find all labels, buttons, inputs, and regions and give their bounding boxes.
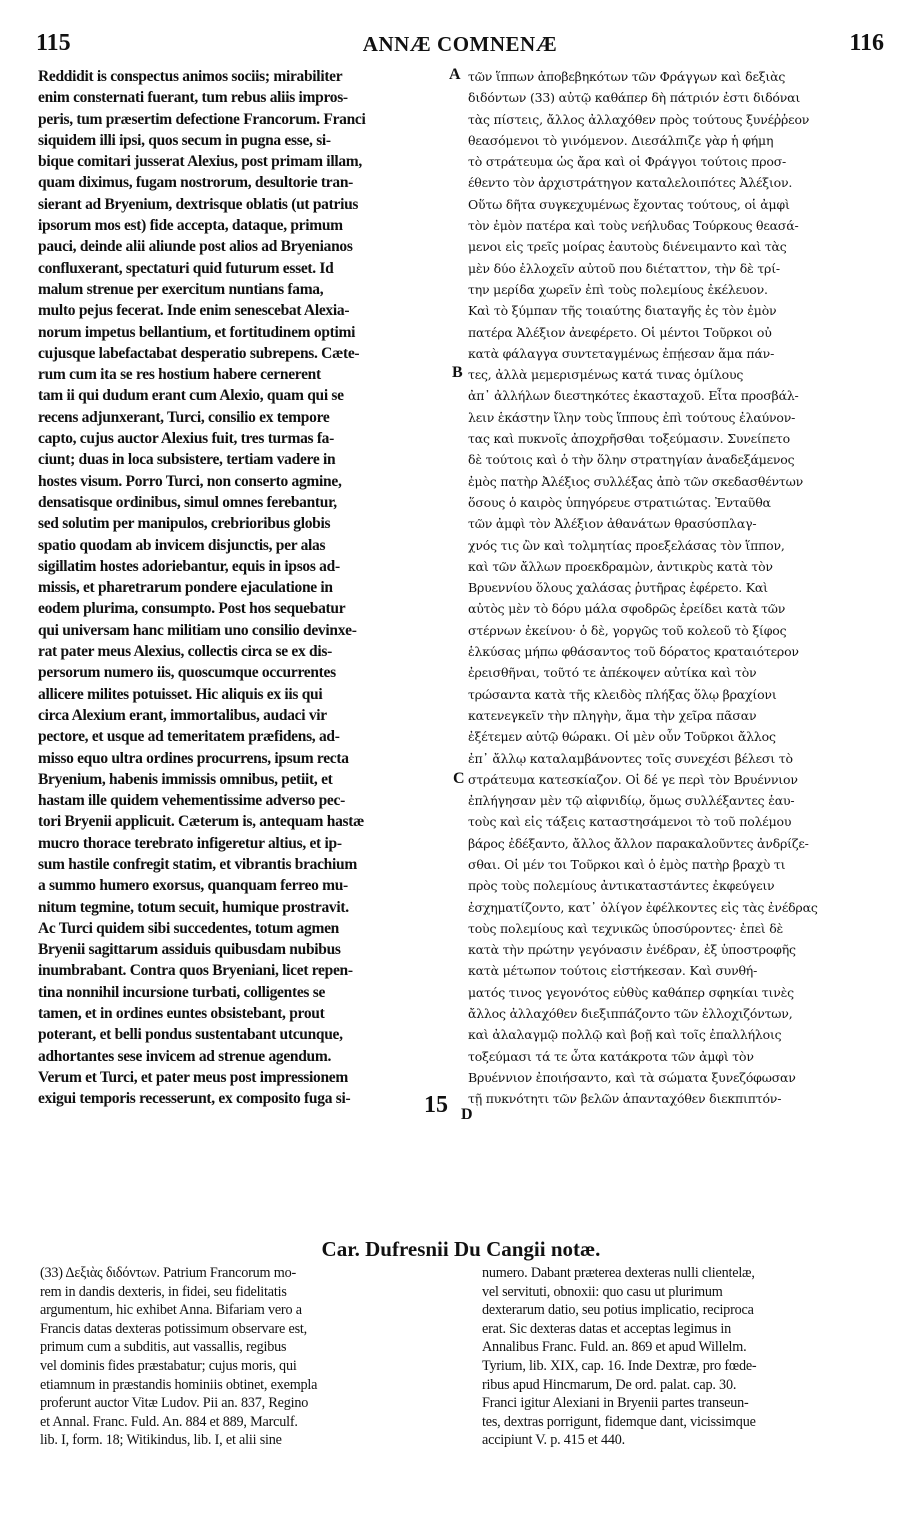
note-line: (33) Δεξιὰς διδόντων. Patrium Francorum mo- bbox=[40, 1265, 296, 1281]
latin-text-line: capto, cujus auctor Alexius fuit, tres turmas fa- bbox=[38, 430, 334, 448]
greek-text-line: μὲν δύο ἐλλοχεῖν αὐτοῦ που διέταττον, τὴν δὲ τρί- bbox=[468, 260, 780, 276]
latin-text-line: cujusque labefactabat desperatio subrepens. Cæte- bbox=[38, 344, 360, 362]
latin-text-line: tamen, et in ordines euntes obsistebant, prout bbox=[38, 1005, 325, 1023]
margin-marker-a: A bbox=[449, 66, 461, 83]
note-line: vel servituti, obnoxii: quo casu ut plurimum bbox=[482, 1283, 723, 1300]
greek-text-line: τὸ στράτευμα ὡς ἄρα καὶ οἱ Φράγγοι τούτοις προσ- bbox=[468, 154, 787, 170]
greek-text-line: ἑλκύσας μήπω φθάσαντος τοῦ δόρατος κραταιότερον bbox=[468, 644, 799, 660]
page-number-left: 115 bbox=[36, 30, 71, 56]
latin-text-line: missis, et pharetrarum pondere ejaculatione in bbox=[38, 579, 333, 597]
latin-text-line: persorum numero iis, quoscumque occurrentes bbox=[38, 664, 336, 682]
greek-text-line: διδόντων (33) αὐτῷ καθάπερ δὴ πάτριόν ἐστι διδόναι bbox=[468, 90, 801, 106]
greek-text-line: Καὶ τὸ ξύμπαν τῆς τοιαύτης διαταγῆς ἐς τὸν ἐμὸν bbox=[468, 303, 777, 319]
greek-text-line: θεασόμενοι τὸ γινόμενον. Διεσάλπιζε γὰρ ἡ φήμη bbox=[468, 132, 774, 148]
note-line: Francis datas dexteras potissimum observare est, bbox=[40, 1320, 307, 1337]
latin-text-line: nitum tegmine, totum secuit, humique prostravit. bbox=[38, 898, 349, 916]
latin-text-line: hostes visum. Porro Turci, non conserto agmine, bbox=[38, 472, 342, 490]
latin-text-line: tam ii qui dudum erant cum Alexio, quam qui se bbox=[38, 387, 344, 405]
note-line: rem in dandis dexteris, in fidei, seu fidelitatis bbox=[40, 1283, 287, 1300]
greek-text-line: ἐπλήγησαν μὲν τῷ αἰφνιδίῳ, ὅμως συλλέξαντες ἑαυ- bbox=[468, 793, 795, 809]
note-line: et Annal. Franc. Fuld. An. 884 et 889, Marculf. bbox=[40, 1413, 298, 1430]
latin-text-line: rat pater meus Alexius, collectis circa se ex dis- bbox=[38, 643, 332, 661]
note-line: Annalibus Franc. Fuld. an. 869 et apud Willelm. bbox=[482, 1339, 747, 1356]
greek-text-line: ἐξέτεμεν αὐτῷ θώρακι. Οἱ μὲν οὖν Τοῦρκοι ἄλλος bbox=[468, 729, 776, 745]
greek-text-line: τῇ πυκνότητι τῶν βελῶν ἁπανταχόθεν διεκπιπτόν- bbox=[468, 1091, 782, 1107]
greek-text-line: τῶν ἵππων ἀποβεβηκότων τῶν Φράγγων καὶ δεξιὰς bbox=[468, 69, 786, 84]
greek-text-line: πρὸς τοὺς πολεμίους ἀντικαταστάντες ἐκφεύγειν bbox=[468, 878, 775, 894]
greek-text-line: Βρυέννιον ἐποιήσαντο, καὶ τὰ σώματα ξυνεζόφωσαν bbox=[468, 1069, 796, 1085]
latin-text-line: allicere milites potuisset. Hic aliquis ex iis qui bbox=[38, 685, 323, 703]
latin-text-line: tina nonnihil incursione turbati, colligentes se bbox=[38, 983, 326, 1001]
note-line: vel dominis fides præstabatur; cujus moris, qui bbox=[40, 1357, 297, 1374]
greek-text-line: την μερίδα χωρεῖν ἐπὶ τοὺς πολεμίους ἐκέλευον. bbox=[468, 281, 768, 297]
note-line: argumentum, hic exhibet Anna. Bifariam vero a bbox=[40, 1302, 302, 1319]
latin-text-line: a summo humero exorsus, quanquam ferreo mu- bbox=[38, 877, 348, 895]
note-line: accipiunt V. p. 415 et 440. bbox=[482, 1432, 626, 1449]
greek-text-line: τῶν ἀμφὶ τὸν Ἀλέξιον ἀθανάτων θρασύσπλαγ- bbox=[468, 516, 757, 532]
latin-text-line: bique comitari jusserat Alexius, post primam illam, bbox=[38, 153, 362, 171]
note-line: erat. Sic dexteras datas et acceptas legimus in bbox=[482, 1320, 732, 1337]
greek-text-line: καὶ ἀλαλαγμῷ πολλῷ καὶ βοῇ καὶ τοῖς ἐπαλλήλοις bbox=[468, 1027, 782, 1043]
greek-text-line: χνός τις ὢν καὶ τολμητίας προεξελάσας τὸν ἵππον, bbox=[468, 537, 785, 553]
greek-text-line: ματός τινος γεγονότος εὐθὺς καθάπερ σφηκίαι τινὲς bbox=[468, 984, 794, 1000]
latin-text-line: spatio quodam ab invicem disjunctis, per alas bbox=[38, 536, 326, 554]
greek-text-line: τὰς πίστεις, ἄλλος ἀλλαχόθεν πρὸς τούτους ξυνέῤῥεον bbox=[468, 111, 810, 127]
note-line: lib. I, form. 18; Witikindus, lib. I, et alii sine bbox=[40, 1432, 282, 1449]
latin-text-line: mucro thorace terebrato infigeretur altius, et ip- bbox=[38, 834, 342, 852]
greek-text-line: ἐμὸς πατὴρ Ἀλέξιος συλλέξας ἀπὸ τῶν σκεδασθέντων bbox=[468, 473, 804, 489]
latin-text-line: ciunt; duas in loca subsistere, tertiam vadere in bbox=[38, 451, 336, 469]
latin-text-line: enim consternati fuerant, tum rebus aliis impros- bbox=[38, 89, 348, 107]
latin-text-line: poterant, et belli pondus sustentabant utcunque, bbox=[38, 1026, 343, 1044]
greek-text-line: τοξεύμασι τά τε ὦτα κατάκροτα τῶν ἀμφὶ τὸν bbox=[468, 1048, 754, 1064]
note-line: proferunt auctor Vitæ Ludov. Pii an. 837, Regino bbox=[40, 1395, 309, 1412]
page-header bbox=[36, 30, 884, 64]
note-line: dexterarum datio, seu potius implicatio, reciproca bbox=[482, 1302, 754, 1319]
latin-text-line: tori Bryenii applicuit. Cæterum is, antequam hastæ bbox=[38, 813, 365, 831]
marginal-page-number: 15 bbox=[424, 1092, 448, 1118]
greek-text-line: κατὰ τὴν πρώτην γεγόνασιν ἐνέδραν, ἐξ ὑποστροφῆς bbox=[468, 942, 796, 958]
latin-text-line: confluxerant, spectaturi quid futurum esset. Id bbox=[38, 259, 334, 277]
greek-text-line: ἐρεισθῆναι, τοῦτό τε ἀπέκοψεν αὐτίκα καὶ τὸν bbox=[468, 665, 757, 681]
greek-text-line: στράτευμα κατεσκίαζον. Οἱ δέ γε περὶ τὸν Βρυέννιον bbox=[468, 771, 798, 787]
latin-text-line: norum impetus bellantium, et fortitudinem optimi bbox=[38, 323, 356, 341]
latin-text-line: siquidem illi ipsi, quos secum in pugna esse, si- bbox=[38, 131, 331, 149]
greek-text-line: Βρυεννίου ὅλους χαλάσας ῥυτῆρας ἐφέρετο. Καὶ bbox=[468, 580, 768, 596]
running-title: ANNÆ COMNENÆ bbox=[362, 32, 558, 56]
note-line: etiamnum in præstandis hominiis obtinet, exempla bbox=[40, 1376, 318, 1393]
note-line: primum cum a subditis, aut vassallis, regibus bbox=[40, 1339, 287, 1356]
note-line: numero. Dabant præterea dexteras nulli clientelæ, bbox=[482, 1265, 755, 1281]
greek-text-line: λειν ἑκάστην ἴλην τοὺς ἵππους ἐπὶ τούτους ἐλαύνον- bbox=[468, 409, 796, 425]
latin-text-line: multo pejus fecerat. Inde enim senescebat Alexia- bbox=[38, 302, 350, 320]
notes-right-column bbox=[482, 1264, 894, 1450]
greek-text-line: κατὰ μέτωπον τούτοις εἰστήκεσαν. Καὶ συνθή- bbox=[468, 963, 758, 979]
greek-text-line: τοὺς πολεμίους καὶ τεχνικῶς ὑποσύροντες· ἐπεὶ δὲ bbox=[468, 920, 784, 936]
latin-text-line: Ac Turci quidem sibi succedentes, totum agmen bbox=[38, 919, 339, 937]
latin-text-line: misso equo ultra ordines procurrens, ipsum recta bbox=[38, 749, 349, 767]
greek-text-line: τὸν ἐμὸν πατέρα καὶ τοὺς νεήλυδας Τούρκους θεασά- bbox=[468, 218, 799, 234]
greek-text-line: ἐπ᾽ ἄλλῳ καταλαμβάνοντες τοῖς συνεχέσι βέλεσι τὸ bbox=[468, 750, 793, 766]
margin-marker-b: B bbox=[452, 364, 463, 381]
greek-text-line: βάρος ἐδέξαντο, ἄλλος ἄλλον παρακαλοῦντες ἀνδρίζε- bbox=[468, 835, 809, 851]
margin-marker-d: D bbox=[461, 1106, 473, 1123]
greek-text-line: ἀπ᾽ ἀλλήλων διεστηκότες ἑκασταχοῦ. Εἶτα προσβάλ- bbox=[468, 388, 799, 404]
page-number-right: 116 bbox=[849, 30, 884, 56]
latin-text-line: pauci, deinde alii aliunde post alios ad Bryenianos bbox=[38, 238, 353, 256]
latin-text-line: densatisque ordinibus, simul omnes ferebantur, bbox=[38, 493, 337, 511]
latin-text-line: rum cum ita se res hostium habere cernerent bbox=[38, 366, 321, 384]
notes-title: Car. Dufresnii Du Cangii notæ. bbox=[321, 1237, 601, 1261]
greek-text-line: τοὺς καὶ εἰς τάξεις καταστησάμενοι τὸ τοῦ πολέμου bbox=[468, 814, 792, 830]
latin-text-line: Bryenii sagittarum assiduis quibusdam nubibus bbox=[38, 941, 341, 959]
greek-text-line: ἐσχηματίζοντο, κατ᾽ ὀλίγον ἐφέλκοντες εἰς τὰς ἐνέδρας bbox=[468, 899, 818, 915]
greek-text-line: καὶ τῶν ἄλλων προεκδραμὼν, ἀντικρὺς κατὰ τὸν bbox=[468, 558, 773, 574]
greek-text-line: τες, ἀλλὰ μεμερισμένως κατά τινας ὁμίλους bbox=[468, 367, 744, 383]
margin-marker-c: C bbox=[453, 770, 465, 787]
greek-text-line: τρώσαντα κατὰ τῆς κλειδὸς πλήξας ὅλῳ βραχίονι bbox=[468, 686, 777, 702]
note-line: tes, dextras porrigunt, fidemque dant, vicissimque bbox=[482, 1413, 756, 1430]
latin-text-line: sum hastile confregit statim, et vibrantis brachium bbox=[38, 855, 357, 873]
latin-text-column bbox=[38, 66, 454, 1110]
latin-text-line: quam diximus, fugam nostrorum, desultorie tran- bbox=[38, 174, 354, 192]
latin-text-line: sed solutim per manipulos, crebrioribus globis bbox=[38, 515, 331, 533]
latin-text-line: sierant ad Bryenium, dextrisque oblatis (ut patrius bbox=[38, 195, 359, 213]
greek-text-line: κατὰ φάλαγγα συντεταγμένως ἐπῄεσαν ἅμα πάν- bbox=[468, 345, 775, 361]
greek-text-line: κατενεγκεῖν τὴν πληγὴν, ἅμα τὴν χεῖρα πᾶσαν bbox=[468, 707, 757, 723]
greek-text-line: έθεντο τὸν ἀρχιστράτηγον καταλελοιπότες Ἀλέξιον. bbox=[468, 175, 793, 191]
latin-text-line: exigui temporis recesserunt, ex composito fuga si- bbox=[38, 1090, 351, 1108]
latin-text-line: eodem plurima, consumpto. Post hos sequebatur bbox=[38, 600, 346, 618]
greek-text-line: τας καὶ πυκνοῖς ἀποχρῆσθαι τοξεύμασιν. Συνείπετο bbox=[468, 431, 790, 447]
latin-text-line: inumbrabant. Contra quos Bryeniani, licet repen- bbox=[38, 962, 353, 980]
greek-text-column bbox=[468, 66, 886, 1110]
greek-text-line: σθαι. Οἱ μέν τοι Τοῦρκοι καὶ ὁ ἐμὸς πατὴρ βραχὺ τι bbox=[468, 856, 786, 872]
greek-text-line: στέρνων ἐκείνου· ὁ δὲ, γοργῶς τοῦ κολεοῦ τὸ ξίφος bbox=[468, 622, 787, 638]
latin-text-line: Verum et Turci, et pater meus post impressionem bbox=[38, 1068, 348, 1086]
note-line: Tyrium, lib. XIX, cap. 16. Inde Dextræ, pro fœde- bbox=[482, 1357, 757, 1374]
latin-text-line: Bryenium, habenis immissis omnibus, petiit, et bbox=[38, 770, 333, 788]
latin-text-line: qui universam hanc militiam uno consilio devinxe- bbox=[38, 621, 357, 639]
latin-text-line: adhortantes sese invicem ad strenue agendum. bbox=[38, 1047, 332, 1065]
latin-text-line: recens adjunxerant, Turci, consilio ex tempore bbox=[38, 408, 330, 426]
latin-text-line: peris, tum præsertim defectione Francorum. Franci bbox=[38, 110, 366, 128]
greek-text-line: ὅσους ὁ καιρὸς ὑπηγόρευε στρατιώτας. Ἐνταῦθα bbox=[468, 494, 771, 510]
latin-text-line: ipsorum mos est) fide accepta, dataque, primum bbox=[38, 217, 343, 235]
latin-text-line: sigillatim hostes adoriebantur, equis in ipsos ad- bbox=[38, 557, 340, 575]
note-line: ribus apud Hincmarum, De ord. palat. cap. 30. bbox=[482, 1376, 737, 1393]
greek-text-line: μενοι εἰς τρεῖς μοίρας ἑαυτοὺς διένειμαντο καὶ τὰς bbox=[468, 239, 787, 255]
latin-text-line: malum strenue per exercitum nuntians fama, bbox=[38, 280, 324, 298]
greek-text-line: αὐτὸς μὲν τὸ δόρυ μάλα σφοδρῶς ἐρείδει κατὰ τῶν bbox=[468, 601, 786, 617]
latin-text-line: hastam ille quidem vehementissime adverso pec- bbox=[38, 792, 345, 810]
greek-text-line: δὲ τούτοις καὶ ὁ τὴν ὅλην στρατηγίαν ἀναδεξάμενος bbox=[468, 452, 795, 468]
note-line: Franci igitur Alexiani in Bryenii partes transeun- bbox=[482, 1395, 749, 1412]
notes-left-column bbox=[40, 1264, 450, 1450]
latin-text-line: pectore, et usque ad temeritatem præfidens, ad- bbox=[38, 728, 340, 746]
greek-text-line: ἄλλος ἀλλαχόθεν διεξιππάζοντο τῶν ἐλλοχιζόντων, bbox=[468, 1006, 793, 1022]
greek-text-line: Οὕτω δῆτα συγκεχυμένως ἔχοντας τούτους, οἱ ἀμφὶ bbox=[468, 196, 790, 212]
latin-text-line: circa Alexium erant, immortalibus, audaci vir bbox=[38, 706, 327, 724]
latin-text-line: Reddidit is conspectus animos sociis; mirabiliter bbox=[38, 68, 343, 85]
greek-text-line: πατέρα Ἀλέξιον ἀνεφέρετο. Οἱ μέντοι Τοῦρκοι οὐ bbox=[468, 324, 772, 340]
